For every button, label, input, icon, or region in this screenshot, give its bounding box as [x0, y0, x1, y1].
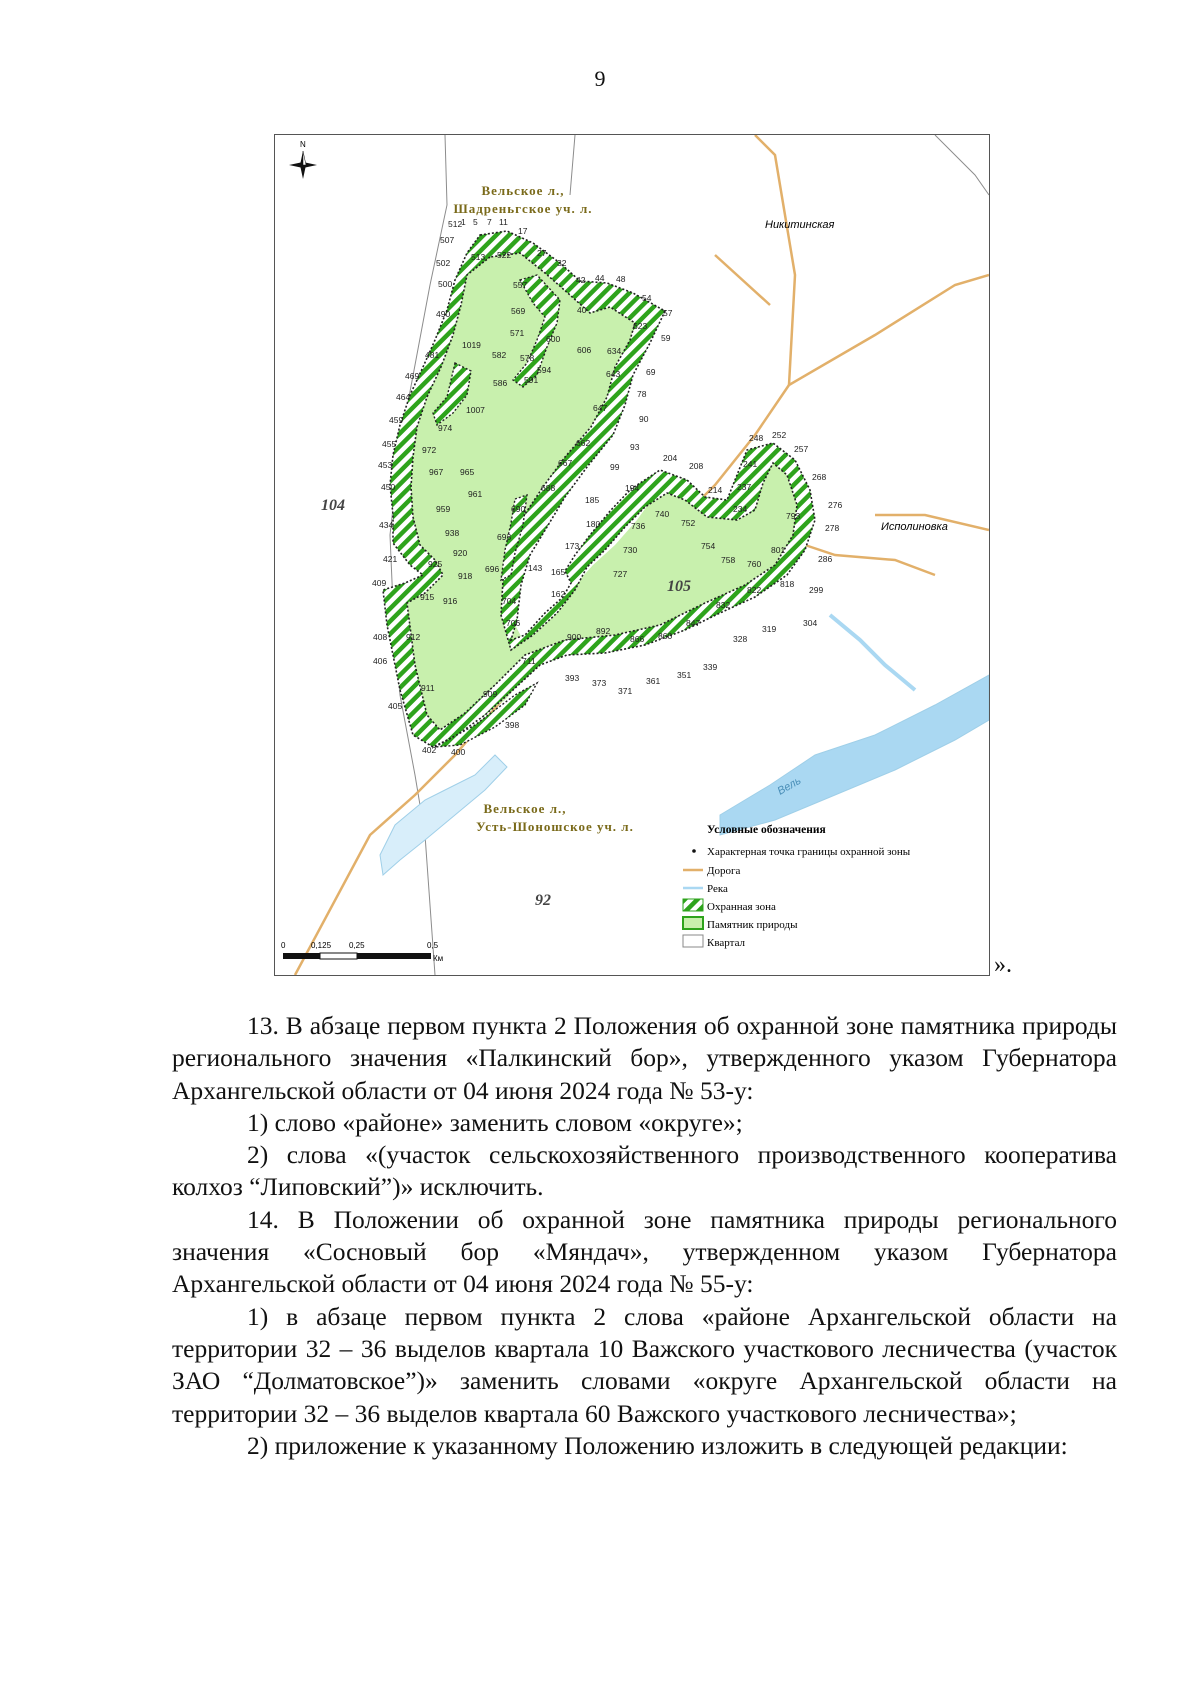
boundary-point-label: 59 — [661, 333, 671, 343]
boundary-point-label: 1 — [461, 217, 466, 227]
boundary-point-label: 54 — [642, 293, 652, 303]
boundary-point-label: 42 — [576, 275, 586, 285]
boundary-point-label: 409 — [372, 578, 387, 588]
scale-bar — [281, 941, 443, 963]
boundary-point-label: 606 — [577, 345, 592, 355]
boundary-point-label: 500 — [438, 279, 453, 289]
boundary-point-label: 727 — [613, 569, 628, 579]
legend-item-zone: Охранная зона — [707, 901, 776, 913]
boundary-point-label: 90 — [639, 414, 649, 424]
legend-item-quarter: Квартал — [707, 937, 746, 949]
boundary-point-label: 740 — [655, 509, 670, 519]
legend-title: Условные обозначения — [707, 824, 826, 836]
boundary-point-label: 594 — [537, 365, 552, 375]
boundary-point-label: 690 — [511, 504, 526, 514]
boundary-point-label: 450 — [381, 482, 396, 492]
legend — [683, 824, 911, 949]
scale-tick-0: 0 — [281, 941, 286, 950]
boundary-point-label: 918 — [458, 571, 473, 581]
boundary-point-label: 57 — [663, 308, 673, 318]
boundary-point-label: 17 — [518, 226, 528, 236]
boundary-point-label: 915 — [420, 592, 435, 602]
boundary-point-label: 434 — [379, 520, 394, 530]
settlement-ispolinovka: Исполиновка — [881, 521, 948, 533]
boundary-point-label: 909 — [483, 689, 498, 699]
boundary-point-label: 647 — [593, 403, 608, 413]
boundary-point-label: 730 — [623, 545, 638, 555]
map-figure — [274, 134, 990, 976]
quarter-104: 104 — [321, 497, 345, 514]
boundary-point-label: 974 — [438, 423, 453, 433]
boundary-point-label: 481 — [425, 350, 440, 360]
boundary-point-label: 643 — [606, 369, 621, 379]
boundary-point-label: 268 — [812, 472, 827, 482]
boundary-point-label: 406 — [373, 656, 388, 666]
boundary-point-label: 180 — [586, 519, 601, 529]
boundary-point-label: 667 — [558, 458, 573, 468]
boundary-point-label: 662 — [576, 438, 591, 448]
boundary-point-label: 319 — [762, 624, 777, 634]
boundary-point-label: 557 — [513, 280, 528, 290]
boundary-point-label: 276 — [828, 500, 843, 510]
scale-unit: Км — [433, 954, 444, 963]
boundary-point-label: 512 — [448, 219, 463, 229]
boundary-point-label: 912 — [406, 632, 421, 642]
boundary-point-label: 99 — [610, 462, 620, 472]
legend-item-road: Дорога — [707, 865, 741, 877]
legend-quarter-symbol — [683, 935, 703, 947]
boundary-point-label: 44 — [595, 273, 605, 283]
boundary-point-label: 339 — [703, 662, 718, 672]
legend-item-point: Характерная точка границы охранной зоны — [707, 846, 911, 858]
boundary-point-label: 398 — [505, 720, 520, 730]
boundary-point-label: 400 — [451, 747, 466, 757]
paragraph-14: 14. В Положении об охранной зоне памятника природы регионального значения «Сосновый бор «Мяндач», утвержденном указом Губернатора Архангельской области от 04 июня 2024 года № 55-у: — [172, 1204, 1117, 1299]
boundary-point-label: 453 — [378, 460, 393, 470]
boundary-point-label: 27 — [537, 248, 547, 258]
boundary-point-label: 760 — [747, 559, 762, 569]
boundary-point-label: 252 — [772, 430, 787, 440]
north-label: N — [300, 140, 306, 149]
boundary-point-label: 299 — [809, 585, 824, 595]
boundary-point-label: 967 — [429, 467, 444, 477]
boundary-point-label: 78 — [637, 389, 647, 399]
boundary-point-label: 421 — [383, 554, 398, 564]
boundary-point-label: 208 — [689, 461, 704, 471]
boundary-point-label: 752 — [681, 518, 696, 528]
boundary-point-label: 900 — [567, 632, 582, 642]
boundary-point-label: 361 — [646, 676, 661, 686]
boundary-point-label: 793 — [786, 511, 801, 521]
scale-tick-2: 0,25 — [349, 941, 365, 950]
forestry-bottom-line1: Вельское л., — [483, 801, 567, 816]
boundary-point-label: 688 — [541, 483, 556, 493]
boundary-point-label: 623 — [633, 321, 648, 331]
boundary-point-label: 48 — [616, 274, 626, 284]
boundary-point-label: 938 — [445, 528, 460, 538]
boundary-point-label: 600 — [546, 334, 561, 344]
boundary-point-label: 93 — [630, 442, 640, 452]
boundary-point-label: 278 — [825, 523, 840, 533]
river-vel-label: Вель — [775, 774, 804, 798]
boundary-point-label: 591 — [524, 375, 539, 385]
paragraph-13-item-2: 2) слова «(участок сельскохозяйственного производственного кооператива колхоз “Липовский”)» исключить. — [172, 1140, 1117, 1202]
boundary-point-label: 469 — [405, 371, 420, 381]
boundary-point-label: 847 — [686, 618, 701, 628]
boundary-point-label: 402 — [422, 745, 437, 755]
forestry-top-line2: Шадреньгское уч. л. — [453, 201, 593, 216]
forestry-bottom-line2: Усть-Шоношское уч. л. — [476, 819, 634, 834]
boundary-point-label: 758 — [721, 555, 736, 565]
boundary-point-label: 408 — [373, 632, 388, 642]
boundary-point-label: 961 — [468, 489, 483, 499]
boundary-point-label: 371 — [618, 686, 633, 696]
boundary-point-label: 502 — [436, 258, 451, 268]
legend-item-monument: Памятник природы — [707, 919, 798, 931]
boundary-point-label: 920 — [453, 548, 468, 558]
boundary-point-label: 925 — [428, 559, 443, 569]
boundary-point-label: 822 — [747, 585, 762, 595]
boundary-point-label: 5 — [473, 217, 478, 227]
boundary-point-label: 693 — [497, 532, 512, 542]
boundary-point-label: 582 — [492, 350, 507, 360]
boundary-point-label: 165 — [551, 567, 566, 577]
boundary-point-label: 143 — [528, 563, 543, 573]
boundary-point-label: 860 — [658, 631, 673, 641]
boundary-point-label: 459 — [389, 415, 404, 425]
boundary-point-label: 736 — [631, 521, 646, 531]
boundary-point-label: 173 — [565, 541, 580, 551]
boundary-point-label: 328 — [733, 634, 748, 644]
boundary-point-label: 522 — [497, 250, 512, 260]
north-arrow — [289, 140, 317, 179]
legend-hatch-symbol — [683, 899, 703, 911]
boundary-point-label: 405 — [388, 701, 403, 711]
paragraph-14-item-2: 2) приложение к указанному Положению изложить в следующей редакции: — [247, 1430, 1068, 1460]
boundary-point-label: 237 — [737, 482, 752, 492]
boundary-point-label: 972 — [422, 445, 437, 455]
boundary-point-label: 754 — [701, 541, 716, 551]
quarter-105: 105 — [667, 578, 691, 595]
boundary-point-label: 704 — [502, 596, 517, 606]
legend-monument-symbol — [683, 917, 703, 929]
paragraph-14-item-1: 1) в абзаце первом пункта 2 слова «районе Архангельской области на территории 32 – 36 выделов квартала 10 Важского участкового лесничества (участок ЗАО “Долматовское”)» заменить словами «округе Архангельской области на территории 32 – 36 выделов квартала 60 Важского участкового лесничества»; — [172, 1301, 1117, 1428]
boundary-point-label: 507 — [440, 235, 455, 245]
boundary-point-label: 69 — [646, 367, 656, 377]
boundary-point-label: 586 — [493, 378, 508, 388]
boundary-point-label: 696 — [485, 564, 500, 574]
boundary-point-label: 801 — [771, 545, 786, 555]
settlement-nikitinskaya: Никитинская — [765, 219, 835, 231]
boundary-point-label: 257 — [794, 444, 809, 454]
boundary-point-label: 1007 — [466, 405, 485, 415]
boundary-point-label: 393 — [565, 673, 580, 683]
boundary-point-label: 866 — [630, 634, 645, 644]
legend-dot-symbol — [692, 849, 696, 853]
boundary-point-label: 711 — [522, 656, 536, 666]
boundary-point-label: 464 — [396, 392, 411, 402]
boundary-point-label: 185 — [585, 495, 600, 505]
boundary-point-label: 11 — [499, 217, 508, 227]
boundary-point-label: 513 — [471, 252, 486, 262]
forestry-top-line1: Вельское л., — [481, 183, 565, 198]
boundary-point-label: 916 — [443, 596, 458, 606]
boundary-point-label: 304 — [803, 618, 818, 628]
boundary-point-label: 204 — [663, 453, 678, 463]
body-text — [172, 1010, 1117, 1462]
boundary-point-label: 634 — [607, 346, 622, 356]
boundary-point-label: 241 — [743, 459, 758, 469]
scale-tick-1: 0,125 — [311, 941, 332, 950]
paragraph-13-item-1: 1) слово «районе» заменить словом «округе»; — [247, 1107, 743, 1137]
boundary-point-label: 7 — [487, 217, 492, 227]
boundary-point-label: 569 — [511, 306, 526, 316]
scale-tick-3: 0,5 — [427, 941, 439, 950]
boundary-point-label: 1019 — [462, 340, 481, 350]
boundary-point-label: 959 — [436, 504, 451, 514]
boundary-point-label: 892 — [596, 626, 611, 636]
boundary-point-label: 490 — [436, 309, 451, 319]
boundary-point-label: 832 — [716, 600, 731, 610]
boundary-point-label: 162 — [551, 589, 566, 599]
boundary-point-label: 286 — [818, 554, 833, 564]
boundary-point-label: 32 — [557, 258, 567, 268]
boundary-point-label: 578 — [520, 353, 535, 363]
boundary-point-label: 455 — [382, 439, 397, 449]
legend-item-river: Река — [707, 883, 728, 895]
closing-quote: ». — [994, 952, 1012, 978]
quarter-92: 92 — [535, 892, 551, 909]
boundary-point-label: 571 — [510, 328, 525, 338]
boundary-point-label: 234 — [733, 504, 748, 514]
boundary-point-label: 194 — [625, 483, 640, 493]
boundary-point-label: 248 — [749, 433, 764, 443]
boundary-point-label: 214 — [708, 485, 723, 495]
paragraph-13: 13. В абзаце первом пункта 2 Положения об охранной зоне памятника природы регионального значения «Палкинский бор», утвержденного указом Губернатора Архангельской области от 04 июня 2024 года № 53-у: — [172, 1011, 1117, 1105]
boundary-point-label: 40 — [577, 305, 587, 315]
boundary-point-label: 965 — [460, 467, 475, 477]
boundary-point-label: 911 — [421, 683, 435, 693]
page-number: 9 — [594, 66, 606, 91]
boundary-point-label: 351 — [677, 670, 692, 680]
boundary-point-label: 373 — [592, 678, 607, 688]
boundary-point-label: 818 — [780, 579, 795, 589]
boundary-point-label: 706 — [506, 618, 521, 628]
